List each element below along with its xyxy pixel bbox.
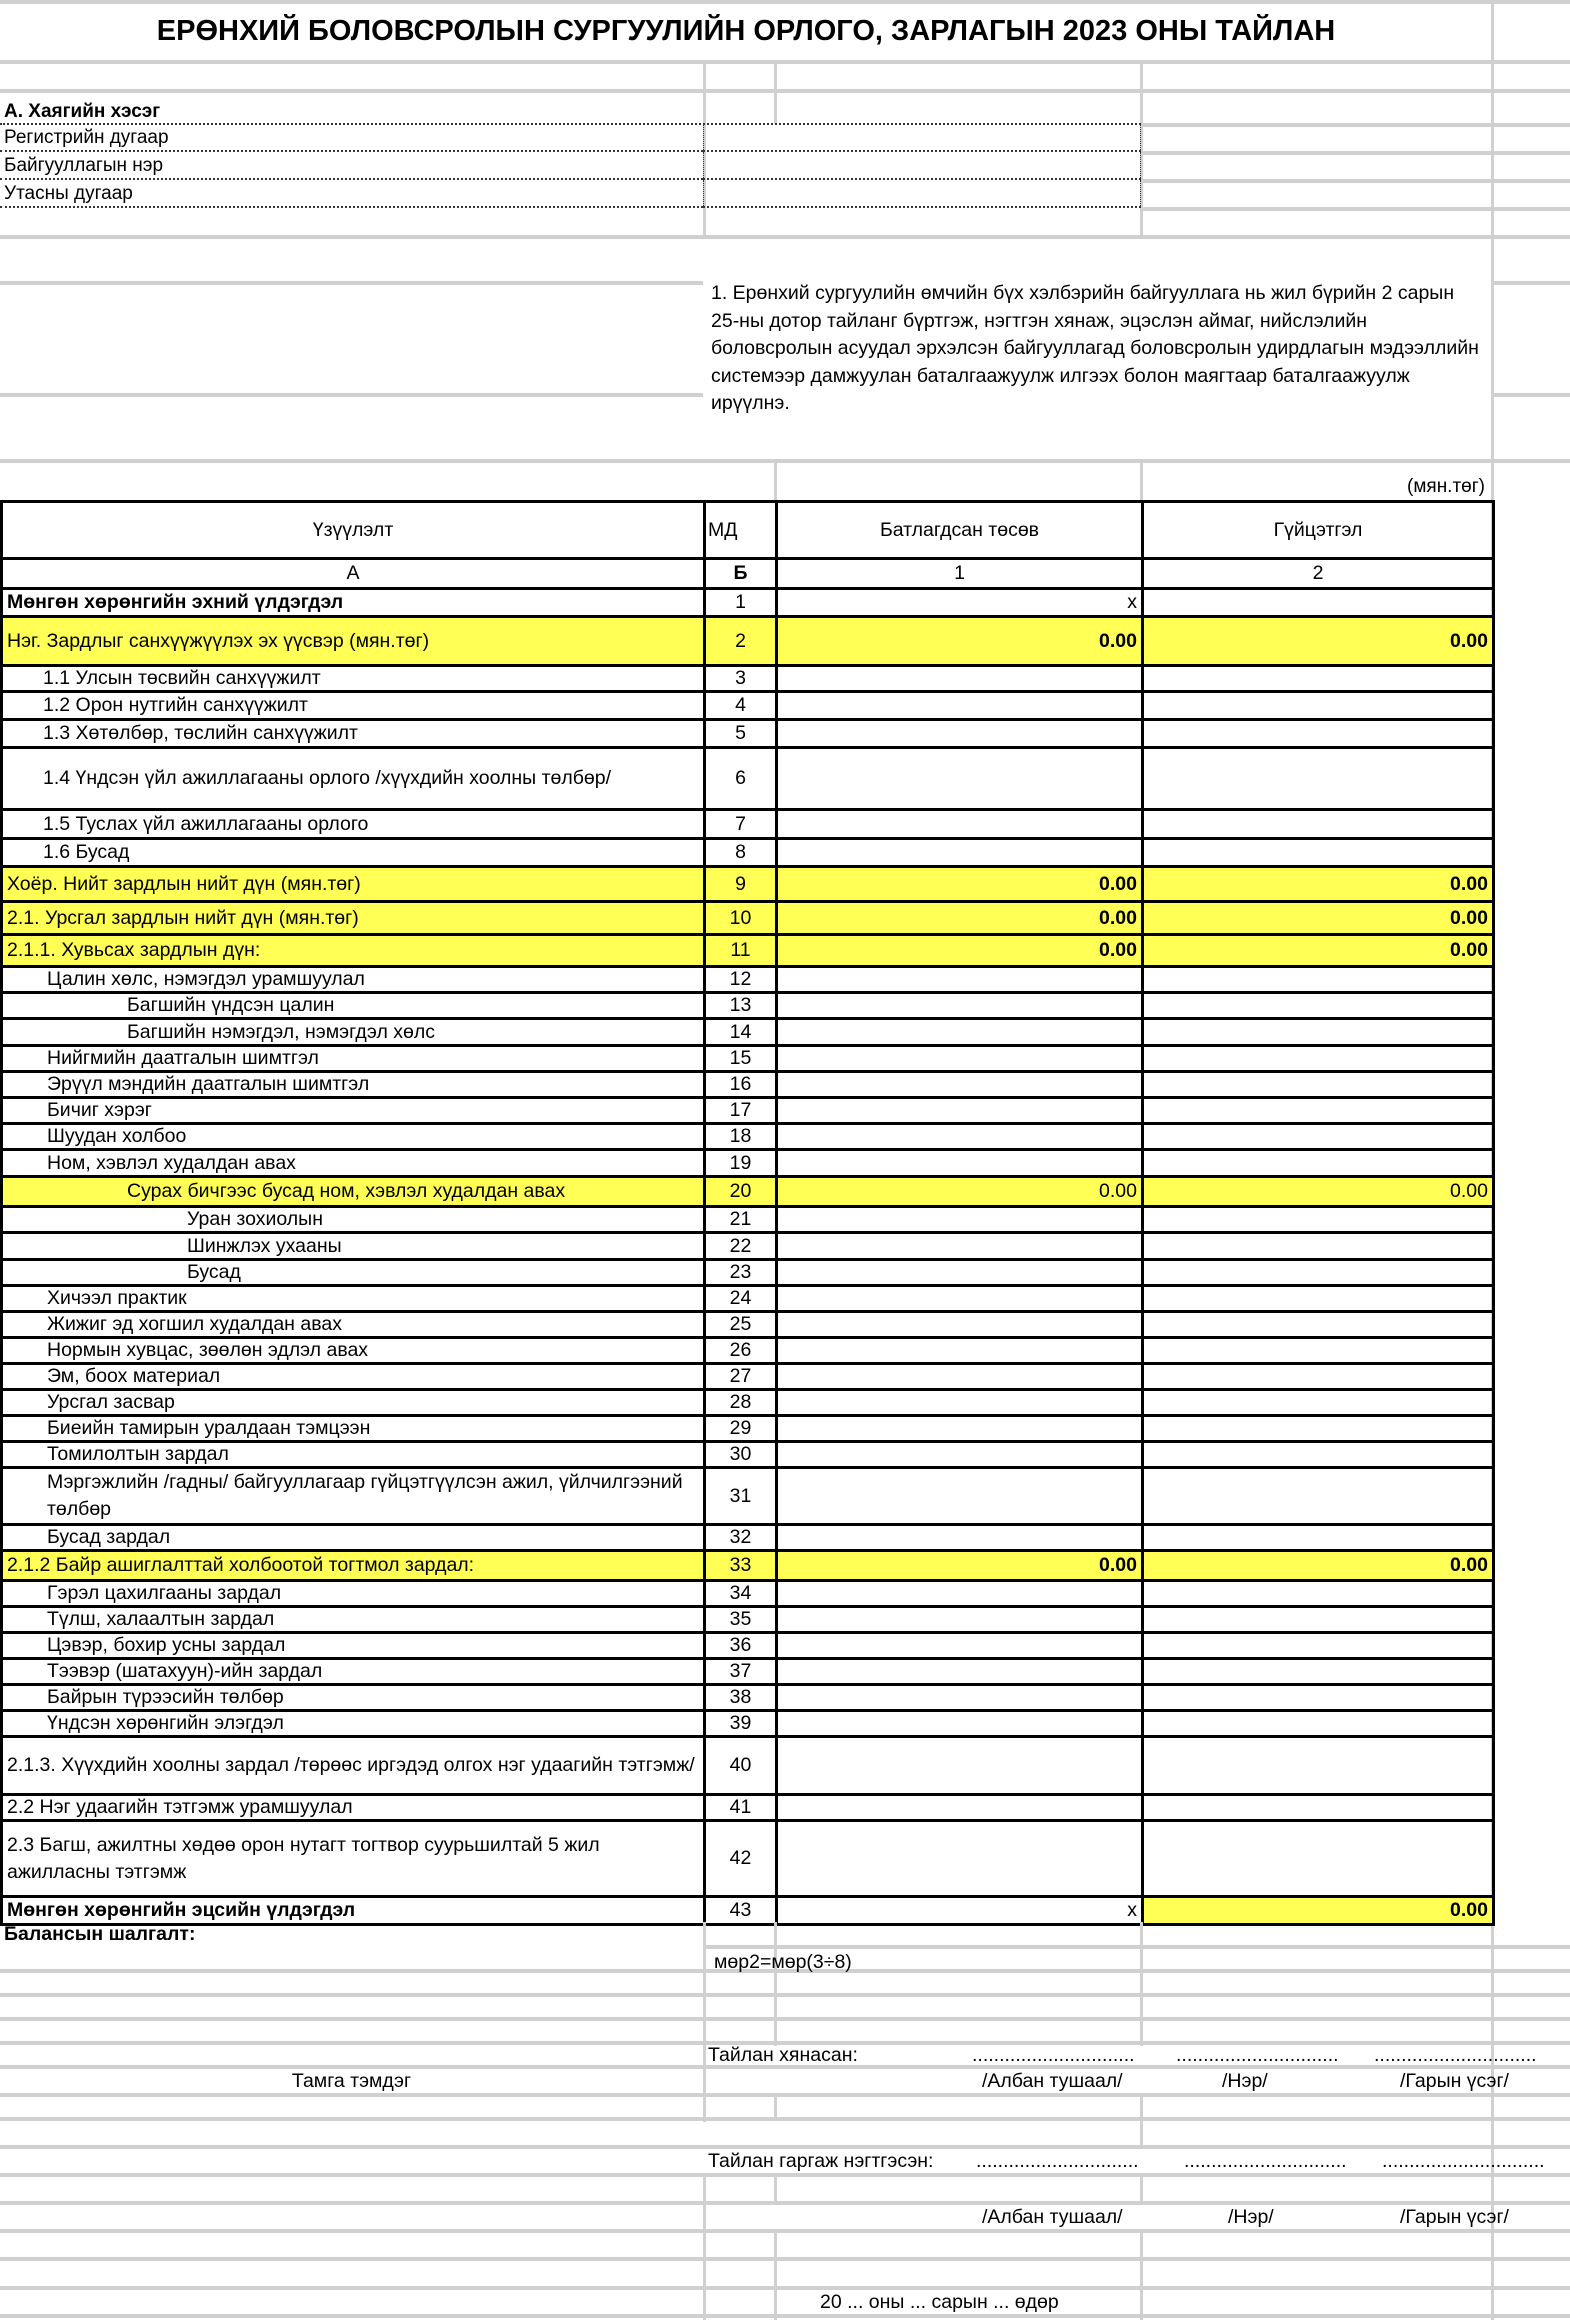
row-actual[interactable] [1143, 1525, 1494, 1551]
row-label: Нормын хувцас, зөөлөн эдлэл авах [2, 1338, 705, 1364]
row-label: 2.3 Багш, ажилтны хөдөө орон нутагт тогтвор суурьшилтай 5 жил ажилласны тэтгэмж [2, 1821, 705, 1897]
row-actual[interactable] [1143, 1390, 1494, 1416]
units-label: (мян.төг) [1407, 476, 1485, 497]
subheader-code: Б [705, 559, 777, 589]
row-label: Ном, хэвлэл худалдан авах [2, 1150, 705, 1177]
row-approved[interactable] [777, 1019, 1143, 1046]
row-label: Бусад зардал [2, 1525, 705, 1551]
table-row [2, 1551, 1494, 1581]
table-row [2, 902, 1494, 935]
row-code: 5 [705, 720, 777, 748]
compiled-name-line[interactable]: .............................. [1184, 2149, 1347, 2172]
row-actual[interactable] [1143, 810, 1494, 839]
reviewed-name-line[interactable]: .............................. [1176, 2043, 1339, 2066]
row-actual[interactable] [1143, 1124, 1494, 1150]
row-approved[interactable] [777, 1286, 1143, 1312]
row-label: 1.5 Туслах үйл ажиллагааны орлого [2, 810, 705, 839]
row-code: 20 [705, 1177, 777, 1207]
row-approved[interactable]: 0.00 [777, 902, 1143, 935]
report-compiled-label: Тайлан гаргаж нэгтгэсэн: [708, 2149, 934, 2172]
row-code: 4 [705, 692, 777, 720]
row-approved[interactable] [777, 1416, 1143, 1442]
row-label: Гэрэл цахилгааны зардал [2, 1581, 705, 1607]
row-code: 36 [705, 1633, 777, 1659]
row-approved[interactable] [777, 1442, 1143, 1468]
row-approved[interactable] [777, 967, 1143, 993]
row-actual[interactable]: 0.00 [1143, 867, 1494, 902]
reviewed-position-caption: /Албан тушаал/ [982, 2069, 1123, 2092]
row-label: Уран зохиолын [2, 1207, 705, 1233]
row-code: 42 [705, 1821, 777, 1897]
row-label: Урсгал засвар [2, 1390, 705, 1416]
row-actual[interactable] [1143, 1312, 1494, 1338]
row-label: Хичээл практик [2, 1286, 705, 1312]
table-row [2, 1233, 1494, 1260]
row-code: 24 [705, 1286, 777, 1312]
row-code: 11 [705, 935, 777, 967]
reviewed-signature-line[interactable]: .............................. [1374, 2043, 1537, 2066]
table-row [2, 1685, 1494, 1711]
row-actual[interactable] [1143, 1019, 1494, 1046]
table-row [2, 1338, 1494, 1364]
reviewed-position-line[interactable]: .............................. [972, 2043, 1135, 2066]
row-code: 6 [705, 748, 777, 810]
report-reviewed-label: Тайлан хянасан: [708, 2043, 858, 2066]
row-code: 12 [705, 967, 777, 993]
row-approved[interactable] [777, 1525, 1143, 1551]
table-row [2, 1897, 1494, 1925]
row-approved[interactable]: 0.00 [777, 1551, 1143, 1581]
row-approved[interactable] [777, 1364, 1143, 1390]
reviewed-name-caption: /Нэр/ [1222, 2069, 1268, 2092]
table-subheader-row [2, 559, 1494, 589]
row-approved[interactable] [777, 1312, 1143, 1338]
row-actual[interactable] [1143, 1821, 1494, 1897]
table-row [2, 993, 1494, 1019]
row-actual[interactable] [1143, 1416, 1494, 1442]
table-row [2, 1416, 1494, 1442]
row-actual[interactable] [1143, 1581, 1494, 1607]
row-label: Мөнгөн хөрөнгийн эхний үлдэгдэл [2, 589, 705, 617]
table-row [2, 1581, 1494, 1607]
page-title: ЕРӨНХИЙ БОЛОВСРОЛЫН СУРГУУЛИЙН ОРЛОГО, ЗАРЛАГЫН 2023 ОНЫ ТАЙЛАН [156, 14, 1336, 47]
row-approved[interactable] [777, 1821, 1143, 1897]
table-row [2, 1795, 1494, 1821]
row-label: Сурах бичгээс бусад ном, хэвлэл худалдан авах [2, 1177, 705, 1207]
row-code: 31 [705, 1468, 777, 1525]
row-label: 1.1 Улсын төсвийн санхүүжилт [2, 666, 705, 692]
table-row [2, 1150, 1494, 1177]
table-row [2, 1711, 1494, 1737]
row-label: Жижиг эд хогшил худалдан авах [2, 1312, 705, 1338]
row-approved[interactable] [777, 1124, 1143, 1150]
row-code: 19 [705, 1150, 777, 1177]
row-code: 17 [705, 1098, 777, 1124]
table-row [2, 692, 1494, 720]
row-actual[interactable] [1143, 1338, 1494, 1364]
header-approved-budget: Батлагдсан төсөв [777, 502, 1143, 559]
row-actual[interactable] [1143, 1364, 1494, 1390]
row-label: Мэргэжлийн /гадны/ байгууллагаар гүйцэтгүүлсэн ажил, үйлчилгээний төлбөр [2, 1468, 705, 1525]
table-row [2, 1390, 1494, 1416]
row-actual[interactable] [1143, 839, 1494, 867]
row-code: 40 [705, 1737, 777, 1795]
row-approved[interactable] [777, 1795, 1143, 1821]
row-actual[interactable]: 0.00 [1143, 1177, 1494, 1207]
table-row [2, 1442, 1494, 1468]
row-code: 15 [705, 1046, 777, 1072]
date-line[interactable]: 20 ... оны ... сарын ... өдөр [820, 2290, 1059, 2313]
row-code: 26 [705, 1338, 777, 1364]
row-label: 1.2 Орон нутгийн санхүүжилт [2, 692, 705, 720]
row-actual[interactable] [1143, 1072, 1494, 1098]
row-actual[interactable] [1143, 967, 1494, 993]
row-label: Шуудан холбоо [2, 1124, 705, 1150]
row-actual[interactable] [1143, 1659, 1494, 1685]
row-approved[interactable] [777, 1607, 1143, 1633]
row-code: 18 [705, 1124, 777, 1150]
row-code: 8 [705, 839, 777, 867]
row-actual[interactable] [1143, 1633, 1494, 1659]
row-code: 1 [705, 589, 777, 617]
row-actual[interactable] [1143, 720, 1494, 748]
row-code: 29 [705, 1416, 777, 1442]
row-code: 7 [705, 810, 777, 839]
table-row [2, 1260, 1494, 1286]
row-code: 3 [705, 666, 777, 692]
row-approved[interactable] [777, 1711, 1143, 1737]
row-label: Багшийн үндсэн цалин [2, 993, 705, 1019]
row-actual[interactable] [1143, 1442, 1494, 1468]
row-label: Эрүүл мэндийн даатгалын шимтгэл [2, 1072, 705, 1098]
row-approved[interactable]: x [777, 1897, 1143, 1925]
row-label: Шинжлэх ухааны [2, 1233, 705, 1260]
row-code: 32 [705, 1525, 777, 1551]
subheader-approved: 1 [777, 559, 1143, 589]
row-label: 2.1.2 Байр ашиглалттай холбоотой тогтмол зардал: [2, 1551, 705, 1581]
row-code: 34 [705, 1581, 777, 1607]
row-approved[interactable] [777, 1150, 1143, 1177]
row-code: 22 [705, 1233, 777, 1260]
organization-name-input[interactable] [703, 152, 1141, 180]
compiled-position-caption: /Албан тушаал/ [982, 2205, 1123, 2228]
row-actual[interactable] [1143, 1737, 1494, 1795]
row-label: 1.3 Хөтөлбөр, төслийн санхүүжилт [2, 720, 705, 748]
row-approved[interactable] [777, 1390, 1143, 1416]
compiled-name-caption: /Нэр/ [1228, 2205, 1274, 2228]
compiled-position-line[interactable]: .............................. [976, 2149, 1139, 2172]
row-code: 41 [705, 1795, 777, 1821]
table-row [2, 1525, 1494, 1551]
row-actual[interactable] [1143, 692, 1494, 720]
header-indicator: Үзүүлэлт [2, 502, 705, 559]
row-label: 1.4 Үндсэн үйл ажиллагааны орлого /хүүхдийн хоолны төлбөр/ [2, 748, 705, 810]
reviewed-signature-caption: /Гарын үсэг/ [1400, 2069, 1509, 2092]
table-row [2, 1821, 1494, 1897]
table-row [2, 967, 1494, 993]
row-actual[interactable] [1143, 1286, 1494, 1312]
row-approved[interactable] [777, 1338, 1143, 1364]
row-actual[interactable] [1143, 589, 1494, 617]
table-row [2, 1046, 1494, 1072]
row-actual[interactable] [1143, 1795, 1494, 1821]
row-approved[interactable] [777, 993, 1143, 1019]
row-actual[interactable]: 0.00 [1143, 935, 1494, 967]
row-approved[interactable] [777, 1685, 1143, 1711]
row-code: 2 [705, 617, 777, 666]
table-row [2, 1124, 1494, 1150]
row-label: 2.1. Урсгал зардлын нийт дүн (мян.төг) [2, 902, 705, 935]
row-approved[interactable] [777, 1260, 1143, 1286]
row-label: Нэг. Зардлыг санхүүжүүлэх эх үүсвэр (мян.төг) [2, 617, 705, 666]
row-approved[interactable] [777, 1581, 1143, 1607]
row-label: Нийгмийн даатгалын шимтгэл [2, 1046, 705, 1072]
table-row [2, 1019, 1494, 1046]
registration-number-input[interactable] [703, 124, 1141, 152]
row-actual[interactable]: 0.00 [1143, 902, 1494, 935]
row-code: 39 [705, 1711, 777, 1737]
row-actual[interactable]: 0.00 [1143, 617, 1494, 666]
row-approved[interactable] [777, 1233, 1143, 1260]
row-approved[interactable] [777, 720, 1143, 748]
row-approved[interactable] [777, 666, 1143, 692]
row-actual[interactable] [1143, 993, 1494, 1019]
row-label: Багшийн нэмэгдэл, нэмэгдэл хөлс [2, 1019, 705, 1046]
row-code: 9 [705, 867, 777, 902]
row-actual[interactable] [1143, 1685, 1494, 1711]
row-code: 21 [705, 1207, 777, 1233]
subheader-actual: 2 [1143, 559, 1494, 589]
row-label: Бусад [2, 1260, 705, 1286]
row-approved[interactable] [777, 748, 1143, 810]
row-code: 37 [705, 1659, 777, 1685]
instruction-note: 1. Ерөнхий сургуулийн өмчийн бүх хэлбэрийн байгууллага нь жил бүрийн 2 сарын 25-ны дотор тайланг бүртгэж, нэгтгэн хянаж, эцэслэн аймаг, нийслэлийн боловсролын асуудал эрхэлсэн байгууллагад боловсролын удирдлагын мэдээллийн системээр дамжуулан баталгаажуулж илгээх болон маягтаар баталгаажуулж ирүүлнэ. [711, 282, 1479, 414]
row-label: 2.1.1. Хувьсах зардлын дүн: [2, 935, 705, 967]
address-section-heading: А. Хаягийн хэсэг [4, 101, 161, 122]
row-code: 38 [705, 1685, 777, 1711]
table-row [2, 617, 1494, 666]
row-label: Байрын түрээсийн төлбөр [2, 1685, 705, 1711]
row-actual[interactable] [1143, 1098, 1494, 1124]
row-code: 23 [705, 1260, 777, 1286]
table-row [2, 1098, 1494, 1124]
table-row [2, 1659, 1494, 1685]
row-approved[interactable] [777, 810, 1143, 839]
table-row [2, 839, 1494, 867]
row-actual[interactable] [1143, 1711, 1494, 1737]
row-label: Цалин хөлс, нэмэгдэл урамшуулал [2, 967, 705, 993]
row-actual[interactable] [1143, 1607, 1494, 1633]
compiled-signature-caption: /Гарын үсэг/ [1400, 2205, 1509, 2228]
row-approved[interactable] [777, 1207, 1143, 1233]
row-actual[interactable]: 0.00 [1143, 1551, 1494, 1581]
table-header-row [2, 502, 1494, 559]
balance-formula: мөр2=мөр(3÷8) [714, 1951, 852, 1973]
table-row [2, 720, 1494, 748]
phone-number-label: Утасны дугаар [0, 180, 703, 208]
row-approved[interactable] [777, 1633, 1143, 1659]
row-approved[interactable]: 0.00 [777, 617, 1143, 666]
balance-check-label: Балансын шалгалт: [4, 1922, 196, 1945]
row-label: Бичиг хэрэг [2, 1098, 705, 1124]
row-approved[interactable] [777, 839, 1143, 867]
table-row [2, 1633, 1494, 1659]
row-code: 10 [705, 902, 777, 935]
row-actual[interactable] [1143, 666, 1494, 692]
table-row [2, 867, 1494, 902]
table-row [2, 1607, 1494, 1633]
table-row [2, 1072, 1494, 1098]
row-code: 30 [705, 1442, 777, 1468]
row-label: Тээвэр (шатахуун)-ийн зардал [2, 1659, 705, 1685]
row-code: 33 [705, 1551, 777, 1581]
row-actual[interactable] [1143, 1260, 1494, 1286]
table-row [2, 1737, 1494, 1795]
row-label: Биеийн тамирын уралдаан тэмцээн [2, 1416, 705, 1442]
row-label: 2.1.3. Хүүхдийн хоолны зардал /төрөөс иргэдэд олгох нэг удаагийн тэтгэмж/ [2, 1737, 705, 1795]
table-row [2, 935, 1494, 967]
row-actual[interactable] [1143, 1468, 1494, 1525]
row-approved[interactable] [777, 1072, 1143, 1098]
table-row [2, 1364, 1494, 1390]
table-row [2, 748, 1494, 810]
phone-number-input[interactable] [703, 180, 1141, 208]
row-code: 16 [705, 1072, 777, 1098]
row-label: Мөнгөн хөрөнгийн эцсийн үлдэгдэл [2, 1897, 705, 1925]
row-label: 2.2 Нэг удаагийн тэтгэмж урамшуулал [2, 1795, 705, 1821]
table-row [2, 1312, 1494, 1338]
row-approved[interactable] [777, 1737, 1143, 1795]
table-row [2, 1286, 1494, 1312]
row-label: Үндсэн хөрөнгийн элэгдэл [2, 1711, 705, 1737]
table-row [2, 1207, 1494, 1233]
table-row [2, 1177, 1494, 1207]
row-approved[interactable] [777, 1098, 1143, 1124]
row-label: 1.6 Бусад [2, 839, 705, 867]
row-code: 35 [705, 1607, 777, 1633]
row-approved[interactable]: x [777, 589, 1143, 617]
row-label: Томилолтын зардал [2, 1442, 705, 1468]
row-code: 13 [705, 993, 777, 1019]
row-label: Эм, боох материал [2, 1364, 705, 1390]
table-row [2, 810, 1494, 839]
row-label: Хоёр. Нийт зардлын нийт дүн (мян.төг) [2, 867, 705, 902]
stamp-label: Тамга тэмдэг [291, 2069, 412, 2092]
row-approved[interactable]: 0.00 [777, 867, 1143, 902]
row-approved[interactable] [777, 1046, 1143, 1072]
row-code: 28 [705, 1390, 777, 1416]
row-approved[interactable] [777, 1468, 1143, 1525]
table-row [2, 666, 1494, 692]
table-row [2, 1468, 1494, 1525]
row-actual[interactable]: 0.00 [1143, 1897, 1494, 1925]
subheader-indicator: А [2, 559, 705, 589]
row-approved[interactable]: 0.00 [777, 1177, 1143, 1207]
row-code: 25 [705, 1312, 777, 1338]
row-actual[interactable] [1143, 1150, 1494, 1177]
row-code: 14 [705, 1019, 777, 1046]
row-approved[interactable]: 0.00 [777, 935, 1143, 967]
organization-name-label: Байгууллагын нэр [0, 152, 703, 180]
header-code: МД [705, 502, 777, 559]
row-actual[interactable] [1143, 1046, 1494, 1072]
compiled-signature-line[interactable]: .............................. [1382, 2149, 1545, 2172]
row-code: 27 [705, 1364, 777, 1390]
report-table [0, 500, 1495, 1926]
row-approved[interactable] [777, 692, 1143, 720]
row-label: Түлш, халаалтын зардал [2, 1607, 705, 1633]
row-label: Цэвэр, бохир усны зардал [2, 1633, 705, 1659]
table-row [2, 589, 1494, 617]
row-actual[interactable] [1143, 1233, 1494, 1260]
row-actual[interactable] [1143, 1207, 1494, 1233]
header-actual: Гүйцэтгэл [1143, 502, 1494, 559]
row-approved[interactable] [777, 1659, 1143, 1685]
registration-number-label: Регистрийн дугаар [0, 124, 703, 152]
row-actual[interactable] [1143, 748, 1494, 810]
row-code: 43 [705, 1897, 777, 1925]
